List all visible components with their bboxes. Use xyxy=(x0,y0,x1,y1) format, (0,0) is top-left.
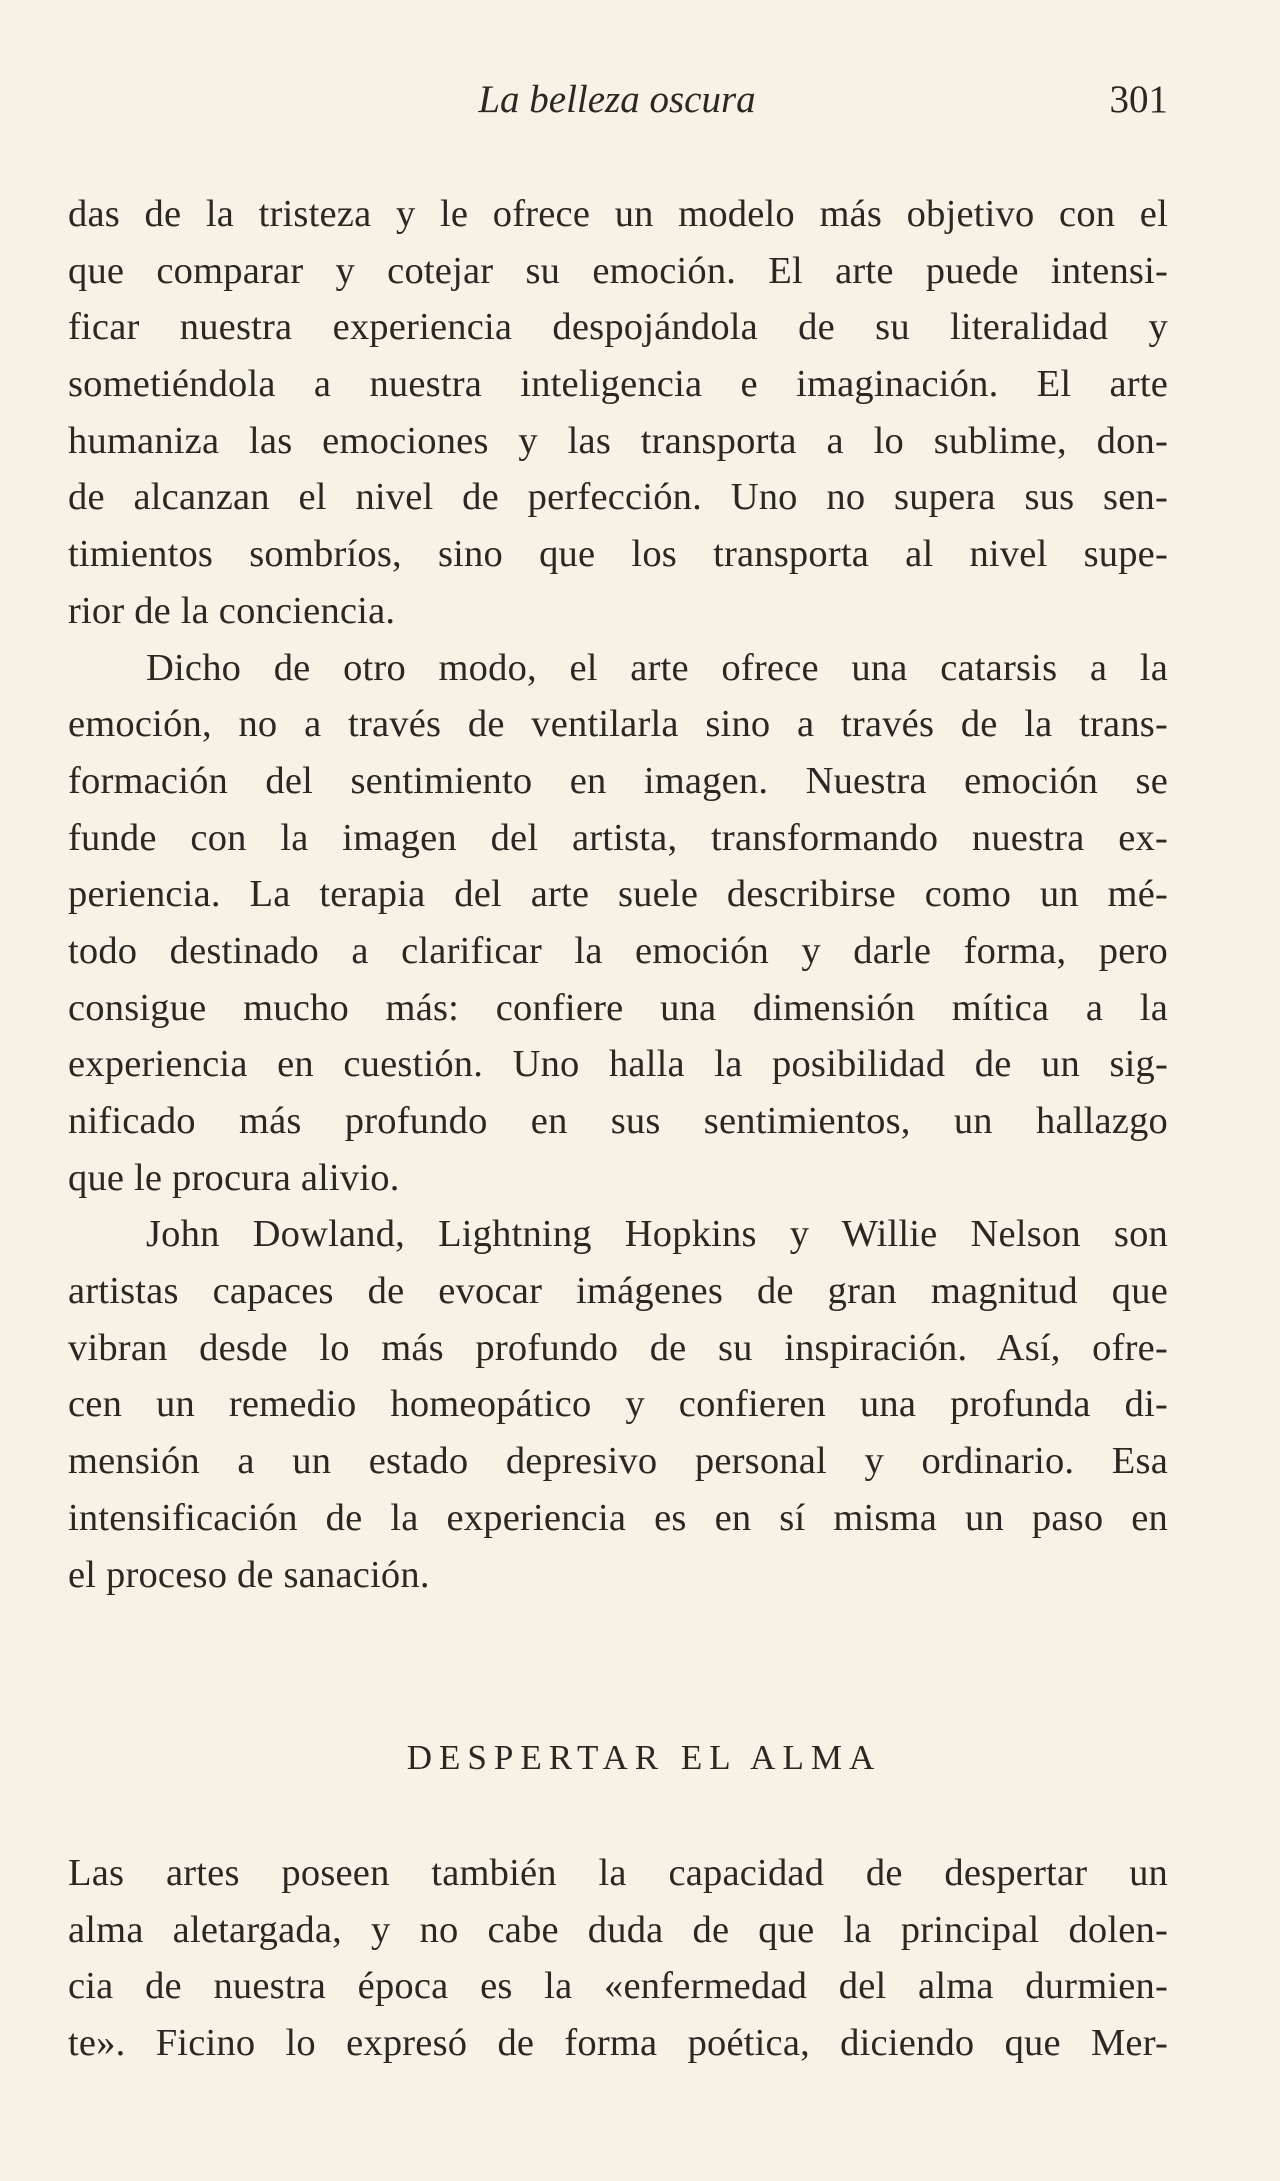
text-line: mensión a un estado depresivo personal y ordinario. Esa xyxy=(68,1440,1168,1483)
text-line: alma aletargada, y no cabe duda de que la principal dolen- xyxy=(68,1908,1168,1951)
text-line: Dicho de otro modo, el arte ofrece una catarsis a la xyxy=(146,646,1168,689)
text-line: que le procura alivio. xyxy=(68,1156,400,1199)
text-line: humaniza las emociones y las transporta a lo sublime, don- xyxy=(68,419,1168,462)
text-line: nificado más profundo en sus sentimientos, un hallazgo xyxy=(68,1100,1168,1142)
section-body-text xyxy=(68,1845,1168,2072)
text-line: das de la tristeza y le ofrece un modelo más objetivo con el xyxy=(68,193,1168,235)
running-title: La belleza oscura xyxy=(478,78,756,121)
text-line: vibran desde lo más profundo de su inspiración. Así, ofre- xyxy=(68,1326,1168,1369)
text-line: consigue mucho más: confiere una dimensión mítica a la xyxy=(68,986,1168,1029)
text-line: timientos sombríos, sino que los transporta al nivel supe- xyxy=(68,533,1168,576)
text-line: cen un remedio homeopático y confieren una profunda di- xyxy=(68,1383,1168,1426)
text-line: experiencia en cuestión. Uno halla la posibilidad de un sig- xyxy=(68,1043,1168,1086)
text-line: el proceso de sanación. xyxy=(68,1553,430,1596)
text-line: formación del sentimiento en imagen. Nuestra emoción se xyxy=(68,759,1168,802)
text-line: cia de nuestra época es la «enfermedad del alma durmien- xyxy=(68,1965,1168,2008)
text-line: periencia. La terapia del arte suele describirse como un mé- xyxy=(68,873,1168,916)
text-line: sometiéndola a nuestra inteligencia e imaginación. El arte xyxy=(68,363,1168,406)
text-line: funde con la imagen del artista, transformando nuestra ex- xyxy=(68,816,1168,859)
text-line: de alcanzan el nivel de perfección. Uno no supera sus sen- xyxy=(68,476,1168,519)
text-line: rior de la conciencia. xyxy=(68,589,396,632)
text-line: intensificación de la experiencia es en sí misma un paso en xyxy=(68,1496,1168,1539)
running-head xyxy=(66,70,1168,130)
text-line: te». Ficino lo expresó de forma poética, diciendo que Mer- xyxy=(68,2022,1168,2065)
text-line: que comparar y cotejar su emoción. El arte puede intensi- xyxy=(68,249,1168,292)
body-text xyxy=(68,186,1168,1603)
text-line: ficar nuestra experiencia despojándola de su literalidad y xyxy=(68,306,1168,349)
section-heading: DESPERTAR EL ALMA xyxy=(406,1738,882,1777)
text-line: todo destinado a clarificar la emoción y darle forma, pero xyxy=(68,929,1168,972)
text-line: John Dowland, Lightning Hopkins y Willie Nelson son xyxy=(146,1213,1168,1256)
text-line: artistas capaces de evocar imágenes de gran magnitud que xyxy=(68,1270,1168,1313)
text-line: Las artes poseen también la capacidad de despertar un xyxy=(68,1852,1168,1894)
text-line: emoción, no a través de ventilarla sino a través de la trans- xyxy=(68,703,1168,746)
page-number: 301 xyxy=(1109,78,1168,121)
